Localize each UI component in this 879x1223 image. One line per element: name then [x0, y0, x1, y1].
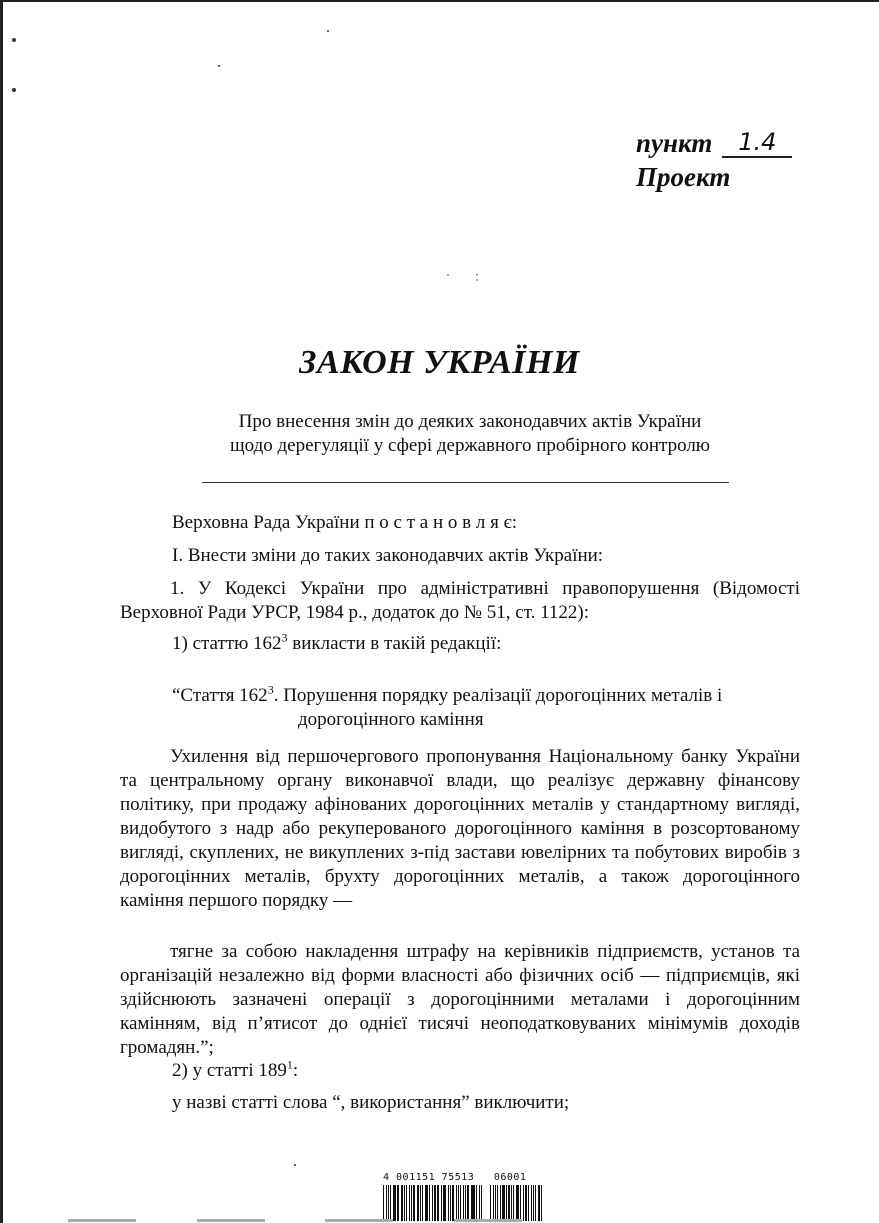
barcode-bar	[398, 1185, 399, 1221]
document-barcode	[383, 1172, 543, 1221]
barcode-bar	[535, 1185, 536, 1221]
barcode-bar	[432, 1185, 433, 1221]
title-divider	[202, 482, 729, 483]
barcode-bar	[393, 1185, 395, 1221]
scan-speck	[327, 30, 329, 32]
subitem-1-article-162-3	[172, 630, 502, 655]
barcode-bars	[383, 1185, 543, 1221]
subitem-2-article-189-1	[172, 1057, 299, 1082]
barcode-bar	[481, 1185, 483, 1221]
barcode-bar	[493, 1185, 494, 1221]
barcode-bar	[511, 1185, 512, 1221]
barcode-bar	[437, 1185, 439, 1221]
scan-mark	[325, 1219, 393, 1222]
text-part: 2) у статті 189	[172, 1060, 287, 1081]
barcode-bar	[388, 1185, 389, 1221]
barcode-bar	[422, 1185, 423, 1221]
barcode-bar	[500, 1185, 501, 1221]
scan-edge-left	[0, 0, 3, 1223]
subtitle-line: щодо дерегуляції у сфері державного пробірного контролю	[230, 435, 710, 456]
section-i-intro: І. Внести зміни до таких законодавчих актів України:	[172, 545, 604, 566]
punkt-label: пункт	[636, 128, 713, 158]
barcode-bar	[411, 1185, 412, 1221]
punkt-row	[636, 126, 792, 160]
scan-mark	[197, 1219, 265, 1222]
barcode-bar	[458, 1185, 459, 1221]
barcode-bar	[386, 1185, 388, 1221]
barcode-bar	[533, 1185, 535, 1221]
text-part: викласти в такій редакції:	[287, 633, 502, 654]
title-word-removal: у назві статті слова “, використання” виключити;	[172, 1092, 570, 1113]
scan-speck	[476, 274, 478, 276]
subtitle-line: Про внесення змін до деяких законодавчих актів України	[238, 411, 702, 432]
barcode-bar	[409, 1185, 410, 1221]
barcode-bar	[528, 1185, 529, 1221]
draft-label: Проект	[636, 162, 731, 192]
superscript: 3	[281, 630, 288, 645]
superscript: 3	[267, 682, 274, 697]
barcode-bar	[444, 1185, 446, 1221]
scan-speck	[476, 279, 478, 281]
punkt-handwritten-value: 1.4	[722, 128, 792, 158]
barcode-bar	[441, 1185, 442, 1221]
barcode-bar	[448, 1185, 449, 1221]
barcode-bar	[401, 1185, 403, 1221]
barcode-bar	[497, 1185, 499, 1221]
barcode-bar	[456, 1185, 457, 1221]
barcode-bar	[517, 1185, 519, 1221]
barcode-bar	[413, 1185, 415, 1221]
barcode-bar	[472, 1185, 474, 1221]
barcode-bar	[397, 1185, 398, 1221]
scan-edge-top	[0, 0, 879, 2]
barcode-bar	[429, 1185, 430, 1221]
article-sanction	[120, 940, 800, 1060]
barcode-bar	[495, 1185, 496, 1221]
paragraph-text: 1. У Кодексі України про адміністративні правопорушення (Відомості Верховної Ради УРСР, 1984 р., додаток до № 51, ст. 1122):	[120, 578, 800, 623]
barcode-bar	[425, 1185, 426, 1221]
scan-mark	[454, 1219, 522, 1222]
barcode-bar	[463, 1185, 464, 1221]
text-part: :	[292, 1060, 299, 1081]
barcode-bar	[465, 1185, 466, 1221]
barcode-bar	[538, 1185, 540, 1221]
barcode-bar	[390, 1185, 391, 1221]
barcode-bar	[417, 1185, 419, 1221]
barcode-bar	[490, 1185, 491, 1221]
text-part: . Порушення порядку реалізації дорогоцінних металів і	[273, 685, 723, 706]
scan-speck	[12, 88, 16, 92]
barcode-bar	[525, 1185, 527, 1221]
scan-speck	[218, 65, 220, 67]
text-part: 1) статтю 162	[172, 633, 282, 654]
barcode-bar	[502, 1185, 504, 1221]
barcode-bar	[383, 1185, 384, 1221]
item-1-code-reference	[120, 577, 800, 625]
barcode-bar	[434, 1185, 436, 1221]
barcode-bar	[541, 1185, 542, 1221]
barcode-bar	[467, 1185, 469, 1221]
barcode-digits: 4 001151 75513 06001	[383, 1172, 527, 1183]
barcode-bar	[443, 1185, 444, 1221]
barcode-bar	[531, 1185, 532, 1221]
barcode-bar	[476, 1185, 477, 1221]
law-title: ЗАКОН УКРАЇНИ	[299, 344, 580, 381]
article-heading	[172, 684, 722, 732]
scan-speck	[447, 274, 449, 276]
barcode-bar	[460, 1185, 462, 1221]
barcode-bar	[406, 1185, 407, 1221]
superscript: 1	[286, 1057, 293, 1072]
article-disposition	[120, 745, 800, 913]
barcode-bar	[520, 1185, 521, 1221]
barcode-bar	[506, 1185, 507, 1221]
scan-mark	[68, 1219, 136, 1222]
law-subtitle	[190, 410, 750, 458]
barcode-bar	[450, 1185, 451, 1221]
barcode-bar	[516, 1185, 517, 1221]
barcode-bar	[404, 1185, 406, 1221]
barcode-bar	[452, 1185, 454, 1221]
barcode-bar	[513, 1185, 514, 1221]
paragraph-text: тягне за собою накладення штрафу на керівників підприємств, установ та організацій незалежно від форми власності або фізичних осіб — підприємців, які здійснюють зазначені операції з дорогоцінними металами і дорогоцінним камінням, від п’ятисот до однієї тисячі неоподатковуваних мінімумів доходів громадян.”;	[120, 941, 800, 1058]
article-heading-continuation: дорогоцінного каміння	[298, 709, 484, 730]
draft-stamp	[636, 126, 792, 194]
barcode-bar	[426, 1185, 428, 1221]
barcode-bar	[523, 1185, 524, 1221]
barcode-bar	[508, 1185, 510, 1221]
paragraph-text: Ухилення від першочергового пропонування Національному банку України та центральному органу виконавчої влади, що реалізує державну фінансову політику, при продажу афінованих дорогоцінних металів у стандартному вигляді, видобутого з надр або рекуперованого дорогоцінного каміння в розсортованому вигляді, скуплених, не викуплених з-під застави ювелірних та побутових виробів з дорогоцінних металів, брухту дорогоцінних металів, а також дорогоцінного каміння першого порядку —	[120, 746, 800, 911]
barcode-bar	[471, 1185, 472, 1221]
scan-speck	[294, 1164, 296, 1166]
barcode-bar	[420, 1185, 421, 1221]
barcode-bar	[479, 1185, 480, 1221]
text-part: “Стаття 162	[172, 685, 268, 706]
scan-speck	[12, 38, 16, 42]
enactment-clause: Верховна Рада України п о с т а н о в л я є:	[172, 512, 517, 533]
